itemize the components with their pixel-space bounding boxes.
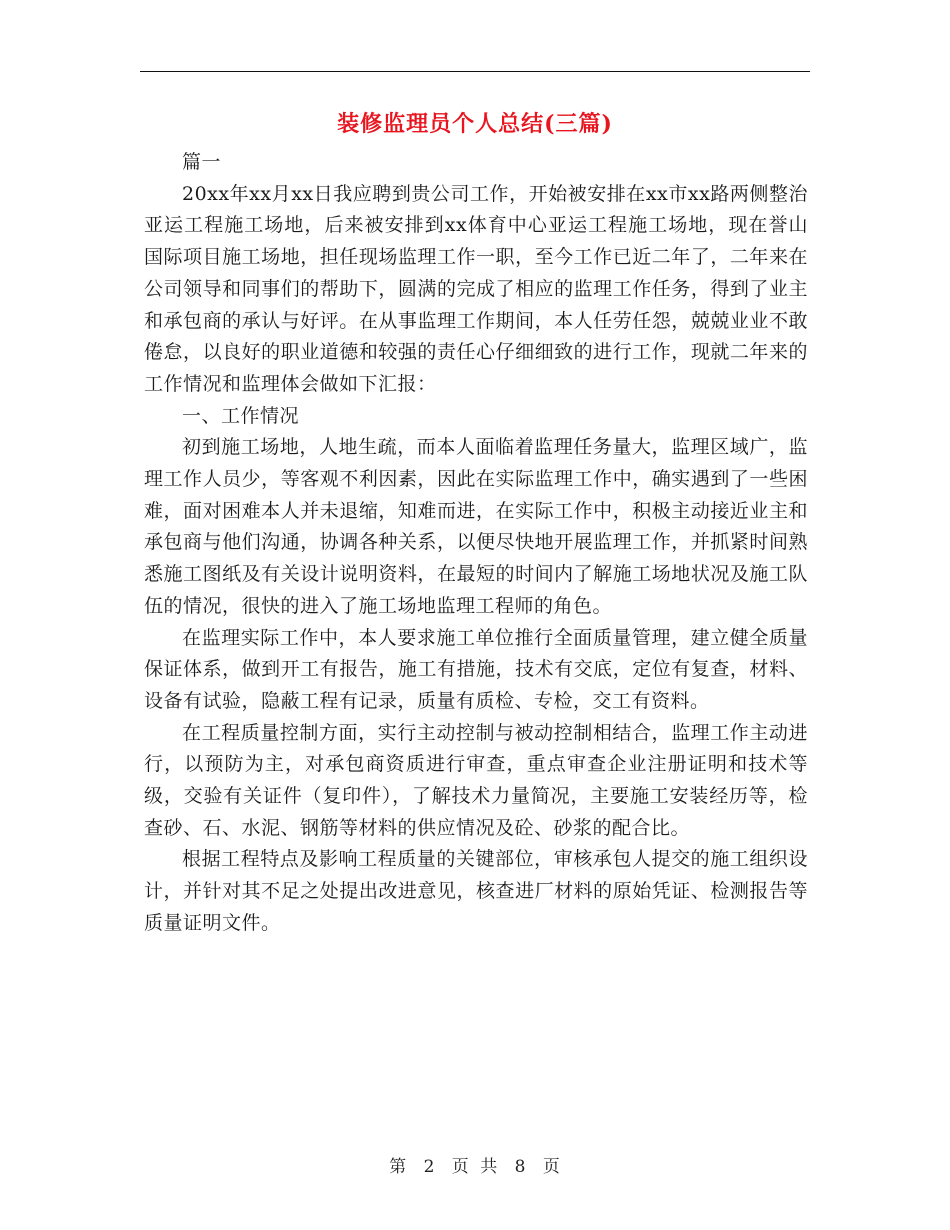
paragraph: 在监理实际工作中，本人要求施工单位推行全面质量管理，建立健全质量保证体系，做到开工有报告，施工有措施，技术有交底，定位有复查，材料、设备有试验，隐蔽工程有记录，质量有质检、专检，交工有资料。 — [144, 626, 808, 712]
page-footer — [0, 1152, 950, 1177]
paragraph: 20xx年xx月xx日我应聘到贵公司工作，开始被安排在xx市xx路两侧整治亚运工程施工场地，后来被安排到xx体育中心亚运工程施工场地，现在誉山国际项目施工场地，担任现场监理工作一职，至今工作已近二年了，二年来在公司领导和同事们的帮助下，圆满的完成了相应的监理工作任务，得到了业主和承包商的承认与好评。在从事监理工作期间，本人任劳任怨，兢兢业业不敢倦怠，以良好的职业道德和较强的责任心仔细细致的进行工作，现就二年来的工作情况和监理体会做如下汇报： — [144, 182, 808, 395]
footer-suffix: 页 — [542, 1157, 561, 1177]
paragraph: 根据工程特点及影响工程质量的关键部位，审核承包人提交的施工组织设计，并针对其不足之处提出改进意见，核查进厂材料的原始凭证、检测报告等质量证明文件。 — [144, 848, 808, 934]
footer-middle: 页 共 — [451, 1157, 499, 1177]
footer-page-number: 2 — [423, 1157, 436, 1177]
paragraph: 初到施工场地，人地生疏，而本人面临着监理任务量大，监理区域广，监理工作人员少，等客观不利因素，因此在实际监理工作中，确实遇到了一些困难，面对困难本人并未退缩，知难而进，在实际工作中，积极主动接近业主和承包商与他们沟通，协调各种关系，以便尽快地开展监理工作，并抓紧时间熟悉施工图纸及有关设计说明资料，在最短的时间内了解施工场地状况及施工队伍的情况，很快的进入了施工场地监理工程师的角色。 — [144, 436, 808, 617]
document-title: 装修监理员个人总结(三篇) — [337, 111, 613, 137]
subsection-heading: 一、工作情况 — [182, 404, 300, 427]
section-heading: 篇一 — [182, 151, 222, 173]
footer-total-pages: 8 — [514, 1157, 527, 1177]
footer-prefix: 第 — [389, 1157, 408, 1177]
paragraph: 在工程质量控制方面，实行主动控制与被动控制相结合，监理工作主动进行，以预防为主，对承包商资质进行审查，重点审查企业注册证明和技术等级，交验有关证件（复印件），了解技术力量简况，主要施工安装经历等，检查砂、石、水泥、钢筋等材料的供应情况及砼、砂浆的配合比。 — [144, 721, 808, 839]
header-rule — [140, 71, 810, 72]
document-body — [144, 147, 808, 940]
